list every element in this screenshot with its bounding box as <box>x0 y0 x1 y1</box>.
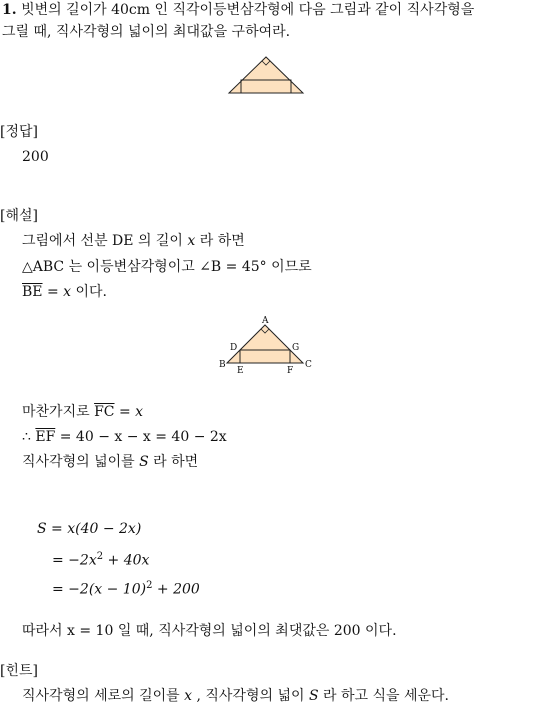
problem-triangle-figure <box>228 56 308 96</box>
s4-text-b: = <box>114 404 136 420</box>
eq3-exponent: 2 <box>146 580 153 591</box>
solution-line-3 <box>22 283 107 301</box>
hint-var-x: x <box>184 688 193 704</box>
solution-line-1 <box>22 232 245 250</box>
solution-conclusion: 따라서 x = 10 일 때, 직사각형의 넓이의 최댓값은 200 이다. <box>22 623 397 639</box>
eq2-exponent: 2 <box>96 551 104 562</box>
label-d: D <box>230 343 238 353</box>
answer-header: [정답] <box>0 124 38 140</box>
hint-text-a: 직사각형의 세로의 길이를 <box>22 688 185 704</box>
s1-text-a: 그림에서 선분 DE 의 길이 <box>22 233 188 249</box>
hint-var-s: S <box>308 688 319 704</box>
s4-var: x <box>135 404 144 420</box>
hint-text-b: , 직사각형의 넓이 <box>192 688 309 704</box>
hint-text-c: 라 하고 식을 세운다. <box>318 688 449 704</box>
problem-line-1 <box>2 1 474 19</box>
s1-var: x <box>187 233 196 249</box>
s3-eq: = <box>42 284 64 300</box>
segment-be: $\overline{BE}$ <box>22 284 43 300</box>
s6-text-a: 직사각형의 넓이를 <box>22 454 140 470</box>
s3-text-b: 이다. <box>71 284 108 300</box>
equation-1: S = x(40 − 2x) <box>37 521 142 537</box>
hint-header: [힌트] <box>0 663 38 679</box>
s1-text-b: 라 하면 <box>195 233 245 249</box>
segment-fc: $\overline{FC}$ <box>94 404 115 420</box>
s3-var: x <box>63 284 72 300</box>
solution-line-6 <box>22 453 198 471</box>
triangle-shape <box>229 57 303 93</box>
label-c: C <box>305 360 312 370</box>
hint-text <box>22 687 449 705</box>
solution-header: [해설] <box>0 208 38 224</box>
s6-text-b: 라 하면 <box>148 454 199 470</box>
problem-text-1: 빗변의 길이가 40cm 인 직각이등변삼각형에 다음 그림과 같이 직사각형을 <box>21 2 475 18</box>
s5-therefore: ∴ <box>22 429 36 445</box>
s5-text-b: = 40 − x − x = 40 − 2x <box>55 429 227 445</box>
solution-line-2: △ABC 는 이등변삼각형이고 ∠B = 45° 이므로 <box>22 259 312 275</box>
answer-value: 200 <box>22 149 49 165</box>
solution-triangle-figure <box>218 314 318 374</box>
solution-line-4 <box>22 403 143 421</box>
label-g: G <box>292 343 300 353</box>
label-a: A <box>262 316 269 326</box>
eq2-b: + 40x <box>103 552 150 569</box>
problem-number: 1. <box>2 2 17 18</box>
equation-3 <box>52 577 200 599</box>
eq3-a: = −2(x − 10) <box>52 581 147 598</box>
eq3-b: + 200 <box>152 581 200 598</box>
eq2-a: = −2x <box>52 552 97 569</box>
problem-text-2: 그릴 때, 직사각형의 넓이의 최대값을 구하여라. <box>2 24 291 40</box>
equation-2 <box>52 548 149 570</box>
solution-line-5 <box>22 428 227 446</box>
label-b: B <box>219 360 226 370</box>
label-e: E <box>237 366 244 376</box>
segment-ef: $\overline{EF}$ <box>35 429 56 445</box>
label-f: F <box>287 366 294 376</box>
s6-var: S <box>139 454 149 470</box>
s4-text-a: 마찬가지로 <box>22 404 95 420</box>
